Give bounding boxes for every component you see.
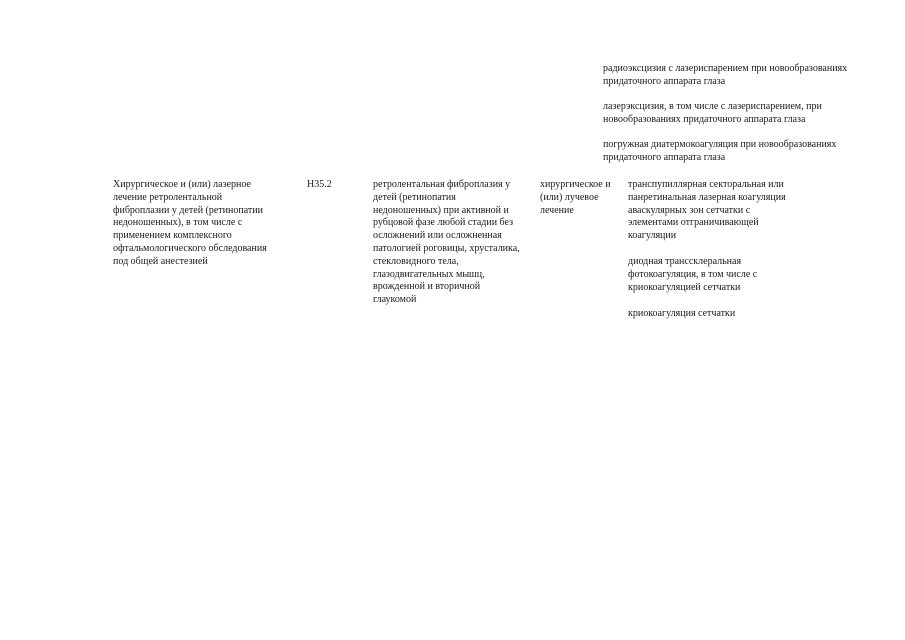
method-diode-photocoagulation: диодная транссклеральная фотокоагуляция, в том числе с криокоагуляцией сетчатки [628,256,758,293]
method-cryocoagulation: криокоагуляция сетчатки [628,308,736,319]
method-radioexcision: радиоэксцизия с лазериспарением при новообразованиях придаточного аппарата глаза [603,63,848,87]
patient-model-cell: ретролентальная фиброплазия у детей (ретинопатия недоношенных) при активной и рубцовой фазе любой стадии без осложнений или осложненная патологией роговицы, хрусталика, стекловидного тела, глазодвигательных мышц, врожденной и вторичной глаукомой [373,179,520,306]
method-transpupillary-laser: транспупиллярная секторальная или панретинальная лазерная коагуляция аваскулярных зон сетчатки с элементами отграничивающей коагуляции [628,179,786,242]
method-laser-excision: лазерэксцизия, в том числе с лазериспарением, при новообразованиях придаточного аппарата глаза [603,101,822,125]
treatment-type-cell: хирургическое и (или) лучевое лечение [540,179,611,216]
care-type-cell: Хирургическое и (или) лазерное лечение ретролентальной фиброплазии у детей (ретинопатии недоношенных), в том числе с применением комплексного офтальмологического обследования под общей анестезией [113,179,267,267]
method-diathermocoagulation: погружная диатермокоагуляция при новообразованиях придаточного аппарата глаза [603,139,837,163]
icd-code-cell: H35.2 [307,179,332,190]
